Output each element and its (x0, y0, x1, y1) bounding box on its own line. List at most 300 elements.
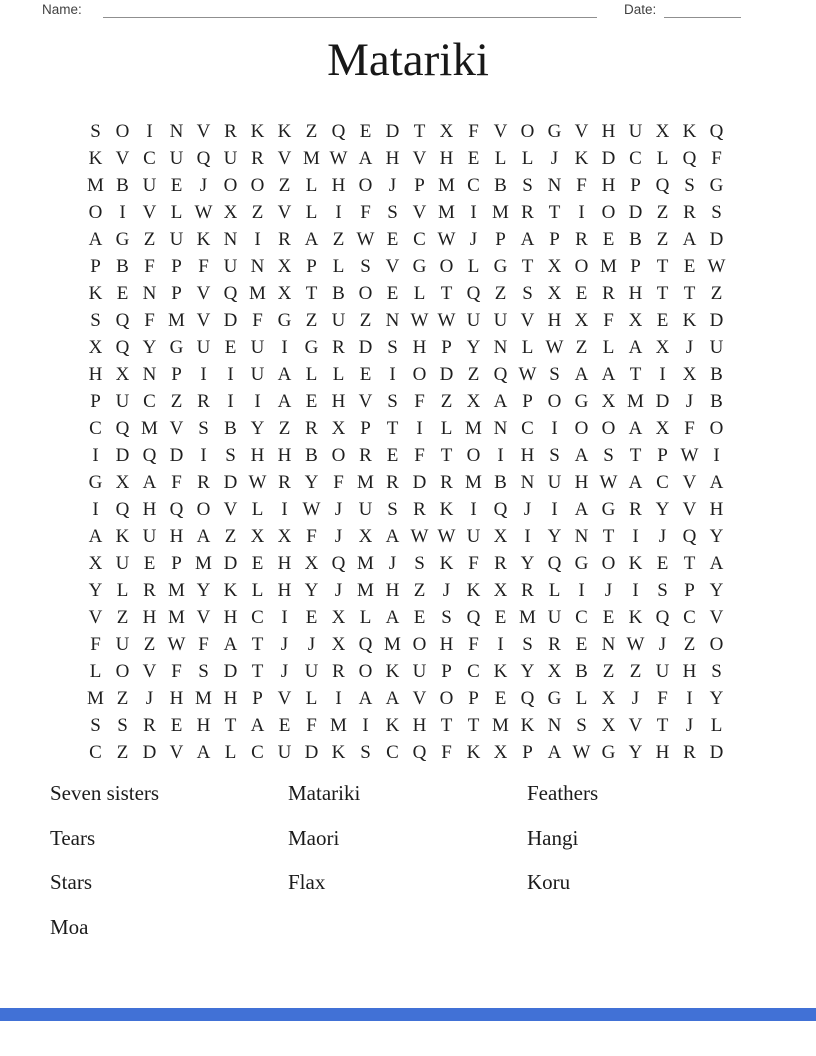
grid-letter: O (709, 633, 724, 655)
grid-letter: V (682, 498, 697, 520)
grid-letter: F (441, 741, 452, 763)
grid-letter: I (227, 363, 234, 385)
grid-letter: O (88, 201, 103, 223)
grid-letter: R (683, 741, 696, 763)
grid-letter: Y (466, 336, 481, 358)
grid-letter: P (495, 228, 506, 250)
grid-letter: X (331, 606, 346, 628)
grid-letter: Q (223, 282, 238, 304)
grid-letter: H (412, 714, 427, 736)
grid-letter: E (386, 228, 399, 250)
grid-letter: R (305, 417, 318, 439)
grid-letter: U (142, 525, 157, 547)
date-blank-line (664, 0, 741, 18)
grid-letter: Q (655, 174, 670, 196)
grid-letter: P (171, 282, 182, 304)
grid-letter: X (331, 417, 346, 439)
grid-letter: Y (88, 579, 103, 601)
grid-letter: W (437, 525, 456, 547)
grid-letter: I (551, 498, 558, 520)
grid-letter: U (358, 498, 373, 520)
grid-letter: N (169, 120, 184, 142)
grid-letter: J (631, 687, 640, 709)
grid-letter: F (360, 201, 371, 223)
grid-letter: V (223, 498, 238, 520)
grid-letter: D (115, 444, 130, 466)
grid-letter: R (197, 471, 210, 493)
grid-letter: C (629, 147, 642, 169)
grid-letter: D (385, 120, 400, 142)
grid-letter: M (87, 687, 104, 709)
grid-letter: D (142, 741, 157, 763)
grid-letter: H (88, 363, 103, 385)
grid-letter: Q (169, 498, 184, 520)
grid-letter: T (521, 255, 534, 277)
grid-letter: D (628, 201, 643, 223)
grid-letter: L (224, 741, 237, 763)
grid-letter: R (494, 552, 507, 574)
grid-letter: Q (358, 633, 373, 655)
grid-letter: J (280, 633, 289, 655)
grid-letter: A (277, 363, 292, 385)
grid-letter: F (468, 552, 479, 574)
grid-letter: V (385, 255, 400, 277)
grid-letter: S (90, 714, 101, 736)
grid-letter: H (682, 660, 697, 682)
grid-letter: I (632, 579, 639, 601)
grid-letter: H (169, 687, 184, 709)
grid-letter: E (656, 309, 669, 331)
grid-letter: L (332, 255, 345, 277)
grid-letter: O (223, 174, 238, 196)
grid-letter: T (683, 282, 696, 304)
grid-letter: Y (520, 660, 535, 682)
grid-letter: L (710, 714, 723, 736)
grid-letter: J (334, 525, 343, 547)
grid-letter: Z (143, 633, 156, 655)
grid-letter: L (170, 201, 183, 223)
grid-letter: B (710, 363, 723, 385)
grid-letter: U (466, 309, 481, 331)
grid-letter: Y (709, 687, 724, 709)
grid-letter: V (520, 309, 535, 331)
grid-letter: L (305, 363, 318, 385)
grid-letter: G (574, 390, 589, 412)
grid-letter: U (547, 606, 562, 628)
grid-letter: U (169, 147, 184, 169)
grid-letter: P (441, 660, 452, 682)
grid-letter: D (223, 471, 238, 493)
grid-letter: G (88, 471, 103, 493)
grid-letter: C (467, 174, 480, 196)
grid-letter: Q (331, 120, 346, 142)
grid-letter: U (169, 228, 184, 250)
grid-letter: R (143, 714, 156, 736)
grid-letter: S (387, 498, 398, 520)
word-list-item: Flax (288, 870, 326, 894)
grid-letter: E (413, 606, 426, 628)
grid-letter: C (143, 147, 156, 169)
grid-letter: D (169, 444, 184, 466)
grid-letter: W (599, 471, 618, 493)
grid-letter: Y (628, 741, 643, 763)
grid-letter: J (685, 390, 694, 412)
grid-letter: U (115, 552, 130, 574)
grid-letter: A (142, 471, 157, 493)
grid-letter: U (250, 336, 265, 358)
grid-letter: X (682, 363, 697, 385)
grid-letter: E (278, 714, 291, 736)
grid-letter: F (306, 714, 317, 736)
grid-letter: N (493, 336, 508, 358)
grid-letter: Q (547, 552, 562, 574)
grid-letter: T (629, 363, 642, 385)
grid-letter: J (442, 579, 451, 601)
grid-letter: C (143, 390, 156, 412)
grid-letter: P (360, 417, 371, 439)
grid-letter: H (196, 714, 211, 736)
grid-letter: F (333, 471, 344, 493)
grid-letter: E (170, 714, 183, 736)
grid-letter: V (574, 120, 589, 142)
grid-letter: F (603, 309, 614, 331)
grid-letter: F (576, 174, 587, 196)
grid-letter: I (200, 363, 207, 385)
grid-letter: M (168, 606, 185, 628)
grid-letter: I (119, 201, 126, 223)
grid-letter: E (143, 552, 156, 574)
grid-letter: T (440, 282, 453, 304)
grid-letter: S (225, 444, 236, 466)
grid-letter: K (466, 579, 481, 601)
grid-letter: Z (683, 633, 696, 655)
grid-letter: Z (656, 228, 669, 250)
grid-letter: H (331, 174, 346, 196)
grid-letter: H (520, 444, 535, 466)
grid-letter: W (329, 147, 348, 169)
grid-letter: M (303, 147, 320, 169)
grid-letter: R (683, 201, 696, 223)
grid-letter: E (467, 147, 480, 169)
grid-letter: T (413, 120, 426, 142)
grid-letter: P (414, 174, 425, 196)
grid-letter: M (492, 714, 509, 736)
grid-letter: K (250, 120, 265, 142)
grid-letter: D (439, 363, 454, 385)
grid-letter: E (575, 282, 588, 304)
grid-letter: F (414, 444, 425, 466)
grid-letter: J (388, 174, 397, 196)
grid-letter: Q (115, 498, 130, 520)
name-label: Name: (42, 2, 82, 17)
grid-letter: Z (494, 282, 507, 304)
grid-letter: W (167, 633, 186, 655)
grid-letter: X (88, 552, 103, 574)
grid-letter: L (602, 336, 615, 358)
grid-letter: O (601, 417, 616, 439)
grid-letter: R (413, 498, 426, 520)
grid-letter: C (89, 417, 102, 439)
grid-letter: H (142, 498, 157, 520)
grid-letter: A (250, 714, 265, 736)
grid-letter: D (601, 147, 616, 169)
grid-letter: W (707, 255, 726, 277)
grid-letter: X (277, 282, 292, 304)
grid-letter: C (467, 660, 480, 682)
grid-letter: P (252, 687, 263, 709)
grid-letter: S (522, 633, 533, 655)
grid-letter: V (277, 201, 292, 223)
grid-letter: R (629, 498, 642, 520)
grid-letter: F (171, 471, 182, 493)
grid-letter: S (360, 741, 371, 763)
grid-letter: Z (305, 120, 318, 142)
grid-letter: K (88, 282, 103, 304)
word-list-item: Feathers (527, 781, 599, 805)
grid-letter: V (493, 120, 508, 142)
grid-letter: U (709, 336, 724, 358)
grid-letter: B (116, 255, 129, 277)
grid-letter: P (171, 552, 182, 574)
grid-letter: B (116, 174, 129, 196)
grid-letter: O (358, 282, 373, 304)
grid-letter: Z (629, 660, 642, 682)
grid-letter: Z (602, 660, 615, 682)
grid-letter: H (385, 147, 400, 169)
grid-letter: L (413, 282, 426, 304)
grid-letter: X (223, 201, 238, 223)
grid-letter: A (628, 417, 643, 439)
grid-letter: O (412, 363, 427, 385)
grid-letter: G (547, 687, 562, 709)
footer-color-bar (0, 1008, 816, 1021)
grid-letter: S (387, 336, 398, 358)
grid-letter: M (465, 471, 482, 493)
grid-letter: Z (332, 228, 345, 250)
grid-letter: O (196, 498, 211, 520)
grid-letter: P (171, 255, 182, 277)
grid-letter: E (359, 120, 372, 142)
grid-letter: U (277, 741, 292, 763)
grid-letter: P (90, 255, 101, 277)
grid-letter: W (626, 633, 645, 655)
grid-letter: F (252, 309, 263, 331)
grid-letter: G (169, 336, 184, 358)
grid-letter: T (440, 714, 453, 736)
grid-letter: Q (493, 498, 508, 520)
grid-letter: E (305, 606, 318, 628)
grid-letter: V (88, 606, 103, 628)
grid-letter: J (685, 714, 694, 736)
grid-letter: R (521, 579, 534, 601)
grid-letter: I (92, 498, 99, 520)
grid-letter: P (441, 336, 452, 358)
grid-letter: Y (520, 552, 535, 574)
grid-letter: O (439, 687, 454, 709)
name-blank-line (103, 0, 597, 18)
grid-letter: O (439, 255, 454, 277)
grid-letter: V (412, 147, 427, 169)
grid-letter: P (630, 255, 641, 277)
grid-letter: P (549, 228, 560, 250)
grid-letter: D (709, 309, 724, 331)
grid-letter: Z (170, 390, 183, 412)
grid-letter: M (87, 174, 104, 196)
word-list-item: Koru (527, 870, 571, 894)
grid-letter: B (224, 417, 237, 439)
grid-letter: D (223, 309, 238, 331)
grid-letter: T (251, 633, 264, 655)
grid-letter: B (710, 390, 723, 412)
grid-letter: X (601, 687, 616, 709)
grid-letter: U (223, 147, 238, 169)
grid-letter: T (602, 525, 615, 547)
grid-letter: J (388, 552, 397, 574)
grid-letter: V (196, 120, 211, 142)
grid-letter: A (709, 552, 724, 574)
grid-letter: A (196, 525, 211, 547)
grid-letter: L (548, 579, 561, 601)
word-list-item: Seven sisters (50, 781, 160, 805)
grid-letter: P (90, 390, 101, 412)
grid-letter: F (684, 417, 695, 439)
word-list-item: Matariki (288, 781, 361, 805)
grid-letter: S (414, 552, 425, 574)
grid-letter: W (194, 201, 213, 223)
grid-letter: R (359, 444, 372, 466)
grid-letter: H (412, 336, 427, 358)
grid-letter: V (412, 687, 427, 709)
grid-letter: I (281, 336, 288, 358)
grid-letter: M (600, 255, 617, 277)
grid-letter: V (196, 309, 211, 331)
grid-letter: Q (682, 525, 697, 547)
grid-letter: F (414, 390, 425, 412)
grid-letter: C (413, 228, 426, 250)
grid-letter: L (251, 579, 264, 601)
grid-letter: K (574, 147, 589, 169)
grid-letter: U (628, 120, 643, 142)
grid-letter: O (574, 255, 589, 277)
grid-letter: Z (575, 336, 588, 358)
grid-letter: S (549, 363, 560, 385)
grid-letter: X (547, 255, 562, 277)
word-list-item: Stars (50, 870, 92, 894)
grid-letter: V (142, 201, 157, 223)
grid-letter: R (278, 471, 291, 493)
grid-letter: H (277, 552, 292, 574)
page-title: Matariki (327, 34, 489, 86)
grid-letter: T (440, 444, 453, 466)
grid-letter: J (334, 498, 343, 520)
grid-letter: A (574, 498, 589, 520)
grid-letter: O (358, 174, 373, 196)
grid-letter: H (142, 606, 157, 628)
grid-letter: H (277, 579, 292, 601)
grid-letter: V (277, 147, 292, 169)
grid-letter: I (416, 417, 423, 439)
grid-letter: T (224, 714, 237, 736)
grid-letter: W (545, 336, 564, 358)
grid-letter: K (223, 579, 238, 601)
grid-letter: F (144, 255, 155, 277)
grid-letter: R (575, 228, 588, 250)
grid-letter: P (522, 741, 533, 763)
grid-letter: M (384, 633, 401, 655)
grid-letter: O (547, 390, 562, 412)
grid-letter: L (116, 579, 129, 601)
grid-letter: I (200, 444, 207, 466)
grid-letter: G (412, 255, 427, 277)
grid-letter: Q (115, 417, 130, 439)
grid-letter: M (195, 552, 212, 574)
grid-letter: E (656, 552, 669, 574)
grid-letter: U (655, 660, 670, 682)
grid-letter: U (223, 255, 238, 277)
grid-letter: X (466, 390, 481, 412)
grid-letter: A (709, 471, 724, 493)
grid-letter: E (116, 282, 129, 304)
grid-letter: Z (278, 174, 291, 196)
grid-letter: O (331, 444, 346, 466)
grid-letter: I (335, 687, 342, 709)
grid-letter: L (305, 201, 318, 223)
grid-letter: M (357, 579, 374, 601)
grid-letter: I (470, 201, 477, 223)
grid-letter: L (494, 147, 507, 169)
grid-letter: O (520, 120, 535, 142)
grid-letter: A (628, 336, 643, 358)
grid-letter: H (169, 525, 184, 547)
grid-letter: X (655, 120, 670, 142)
grid-letter: T (548, 201, 561, 223)
grid-letter: P (684, 579, 695, 601)
grid-letter: S (657, 579, 668, 601)
grid-letter: Q (115, 309, 130, 331)
grid-letter: F (711, 147, 722, 169)
grid-letter: V (196, 282, 211, 304)
grid-letter: E (359, 363, 372, 385)
grid-letter: C (575, 606, 588, 628)
grid-letter: G (574, 552, 589, 574)
grid-letter: H (439, 633, 454, 655)
grid-letter: Q (493, 363, 508, 385)
grid-letter: A (196, 741, 211, 763)
grid-letter: K (628, 606, 643, 628)
grid-letter: W (410, 309, 429, 331)
grid-letter: X (493, 579, 508, 601)
grid-letter: D (709, 228, 724, 250)
grid-letter: T (656, 255, 669, 277)
grid-letter: T (467, 714, 480, 736)
grid-letter: L (332, 363, 345, 385)
grid-letter: L (656, 147, 669, 169)
grid-letter: D (223, 660, 238, 682)
grid-letter: G (601, 498, 616, 520)
grid-letter: O (115, 120, 130, 142)
grid-letter: W (518, 363, 537, 385)
grid-letter: V (169, 417, 184, 439)
grid-letter: X (547, 660, 562, 682)
grid-letter: I (497, 633, 504, 655)
grid-letter: Q (196, 147, 211, 169)
grid-letter: Q (682, 147, 697, 169)
grid-letter: U (142, 174, 157, 196)
grid-letter: R (386, 471, 399, 493)
grid-letter: Z (467, 363, 480, 385)
grid-letter: F (306, 525, 317, 547)
grid-letter: H (709, 498, 724, 520)
